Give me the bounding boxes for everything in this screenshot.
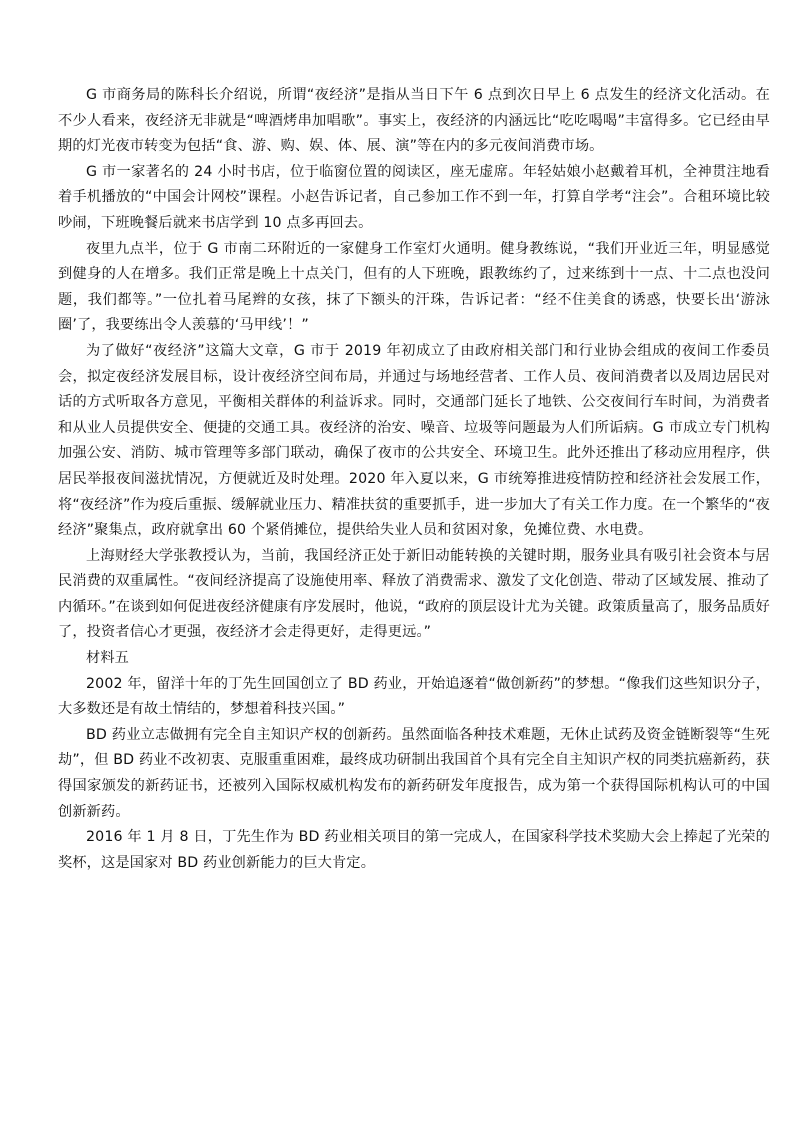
paragraph-city-measures: 为了做好“夜经济”这篇大文章，G 市于 2019 年初成立了由政府相关部门和行业协会组成的夜间工作委员会，拟定夜经济发展目标，设计夜经济空间布局，并通过与场地经营者、工作人员、夜间消费者以及周边居民对话的方式听取各方意见，平衡相关群体的利益诉求。同时，交通部门延长了地铁、公交夜间行车时间，为消费者和从业人员提供安全、便捷的交通工具。夜经济的治安、噪音、垃圾等问题最为人们所诟病。G 市成立专门机构加强公安、消防、城市管理等多部门联动，确保了夜市的公共安全、环境卫生。此外还推出了移动应用程序，供居民举报夜间滋扰情况，方便就近及时处理。2020 年入夏以来，G 市统筹推进疫情防控和经济社会发展工作，将“夜经济”作为疫后重振、缓解就业压力、精准扶贫的重要抓手，进一步加大了有关工作力度。在一个繁华的“夜经济”聚集点，政府就拿出 60 个紧俏摊位，提供给失业人员和贫困对象，免摊位费、水电费。 (58, 342, 770, 539)
paragraph-24h-bookstore: G 市一家著名的 24 小时书店，位于临窗位置的阅读区，座无虚席。年轻姑娘小赵戴着耳机，全神贯注地看着手机播放的“中国会计网校”课程。小赵告诉记者，自己参加工作不到一年，打算自学考“注会”。合租环境比较吵闹，下班晚餐后就来书店学到 10 点多再回去。 (58, 163, 770, 231)
section-heading-material-five: 材料五 (86, 650, 130, 667)
paragraph-fitness-studio: 夜里九点半，位于 G 市南二环附近的一家健身工作室灯火通明。健身教练说，“我们开业近三年，明显感觉到健身的人在增多。我们正常是晚上十点关门，但有的人下班晚，跟教练约了，过来练到十一点、十二点也没问题，我们都等。”一位扎着马尾辫的女孩，抹了下额头的汗珠，告诉记者：“经不住美食的诱惑，快要长出‘游泳圈’了，我要练出令人羡慕的‘马甲线’！” (58, 240, 770, 334)
document-page (58, 83, 770, 876)
paragraph-professor-opinion: 上海财经大学张教授认为，当前，我国经济正处于新旧动能转换的关键时期，服务业具有吸引社会资本与居民消费的双重属性。“夜间经济提高了设施使用率、释放了消费需求、激发了文化创造、带动了区域发展、推动了内循环。”在谈到如何促进夜经济健康有序发展时，他说，“政府的顶层设计尤为关键。政策质量高了，服务品质好了，投资者信心才更强，夜经济才会走得更好，走得更远。” (58, 547, 770, 641)
paragraph-bd-innovation: BD 药业立志做拥有完全自主知识产权的创新药。虽然面临各种技术难题，无休止试药及资金链断裂等“生死劫”，但 BD 药业不改初衷、克服重重困难，最终成功研制出我国首个具有完全自主知识产权的同类抗癌新药，获得国家颁发的新药证书，还被列入国际权威机构发布的新药研发年度报告，成为第一个获得国际机构认可的中国创新新药。 (58, 726, 770, 820)
paragraph-night-economy-definition: G 市商务局的陈科长介绍说，所谓“夜经济”是指从当日下午 6 点到次日早上 6 点发生的经济文化活动。在不少人看来，夜经济无非就是“啤酒烤串加唱歌”。事实上，夜经济的内涵远比“吃吃喝喝”丰富得多。它已经由早期的灯光夜市转变为包括“食、游、购、娱、体、展、演”等在内的多元夜间消费市场。 (58, 87, 770, 155)
paragraph-bd-award: 2016 年 1 月 8 日，丁先生作为 BD 药业相关项目的第一完成人，在国家科学技术奖励大会上捧起了光荣的奖杯，这是国家对 BD 药业创新能力的巨大肯定。 (58, 829, 770, 871)
paragraph-bd-founding: 2002 年，留洋十年的丁先生回国创立了 BD 药业，开始追逐着“做创新药”的梦想。“像我们这些知识分子，大多数还是有故土情结的，梦想着科技兴国。” (58, 675, 770, 718)
